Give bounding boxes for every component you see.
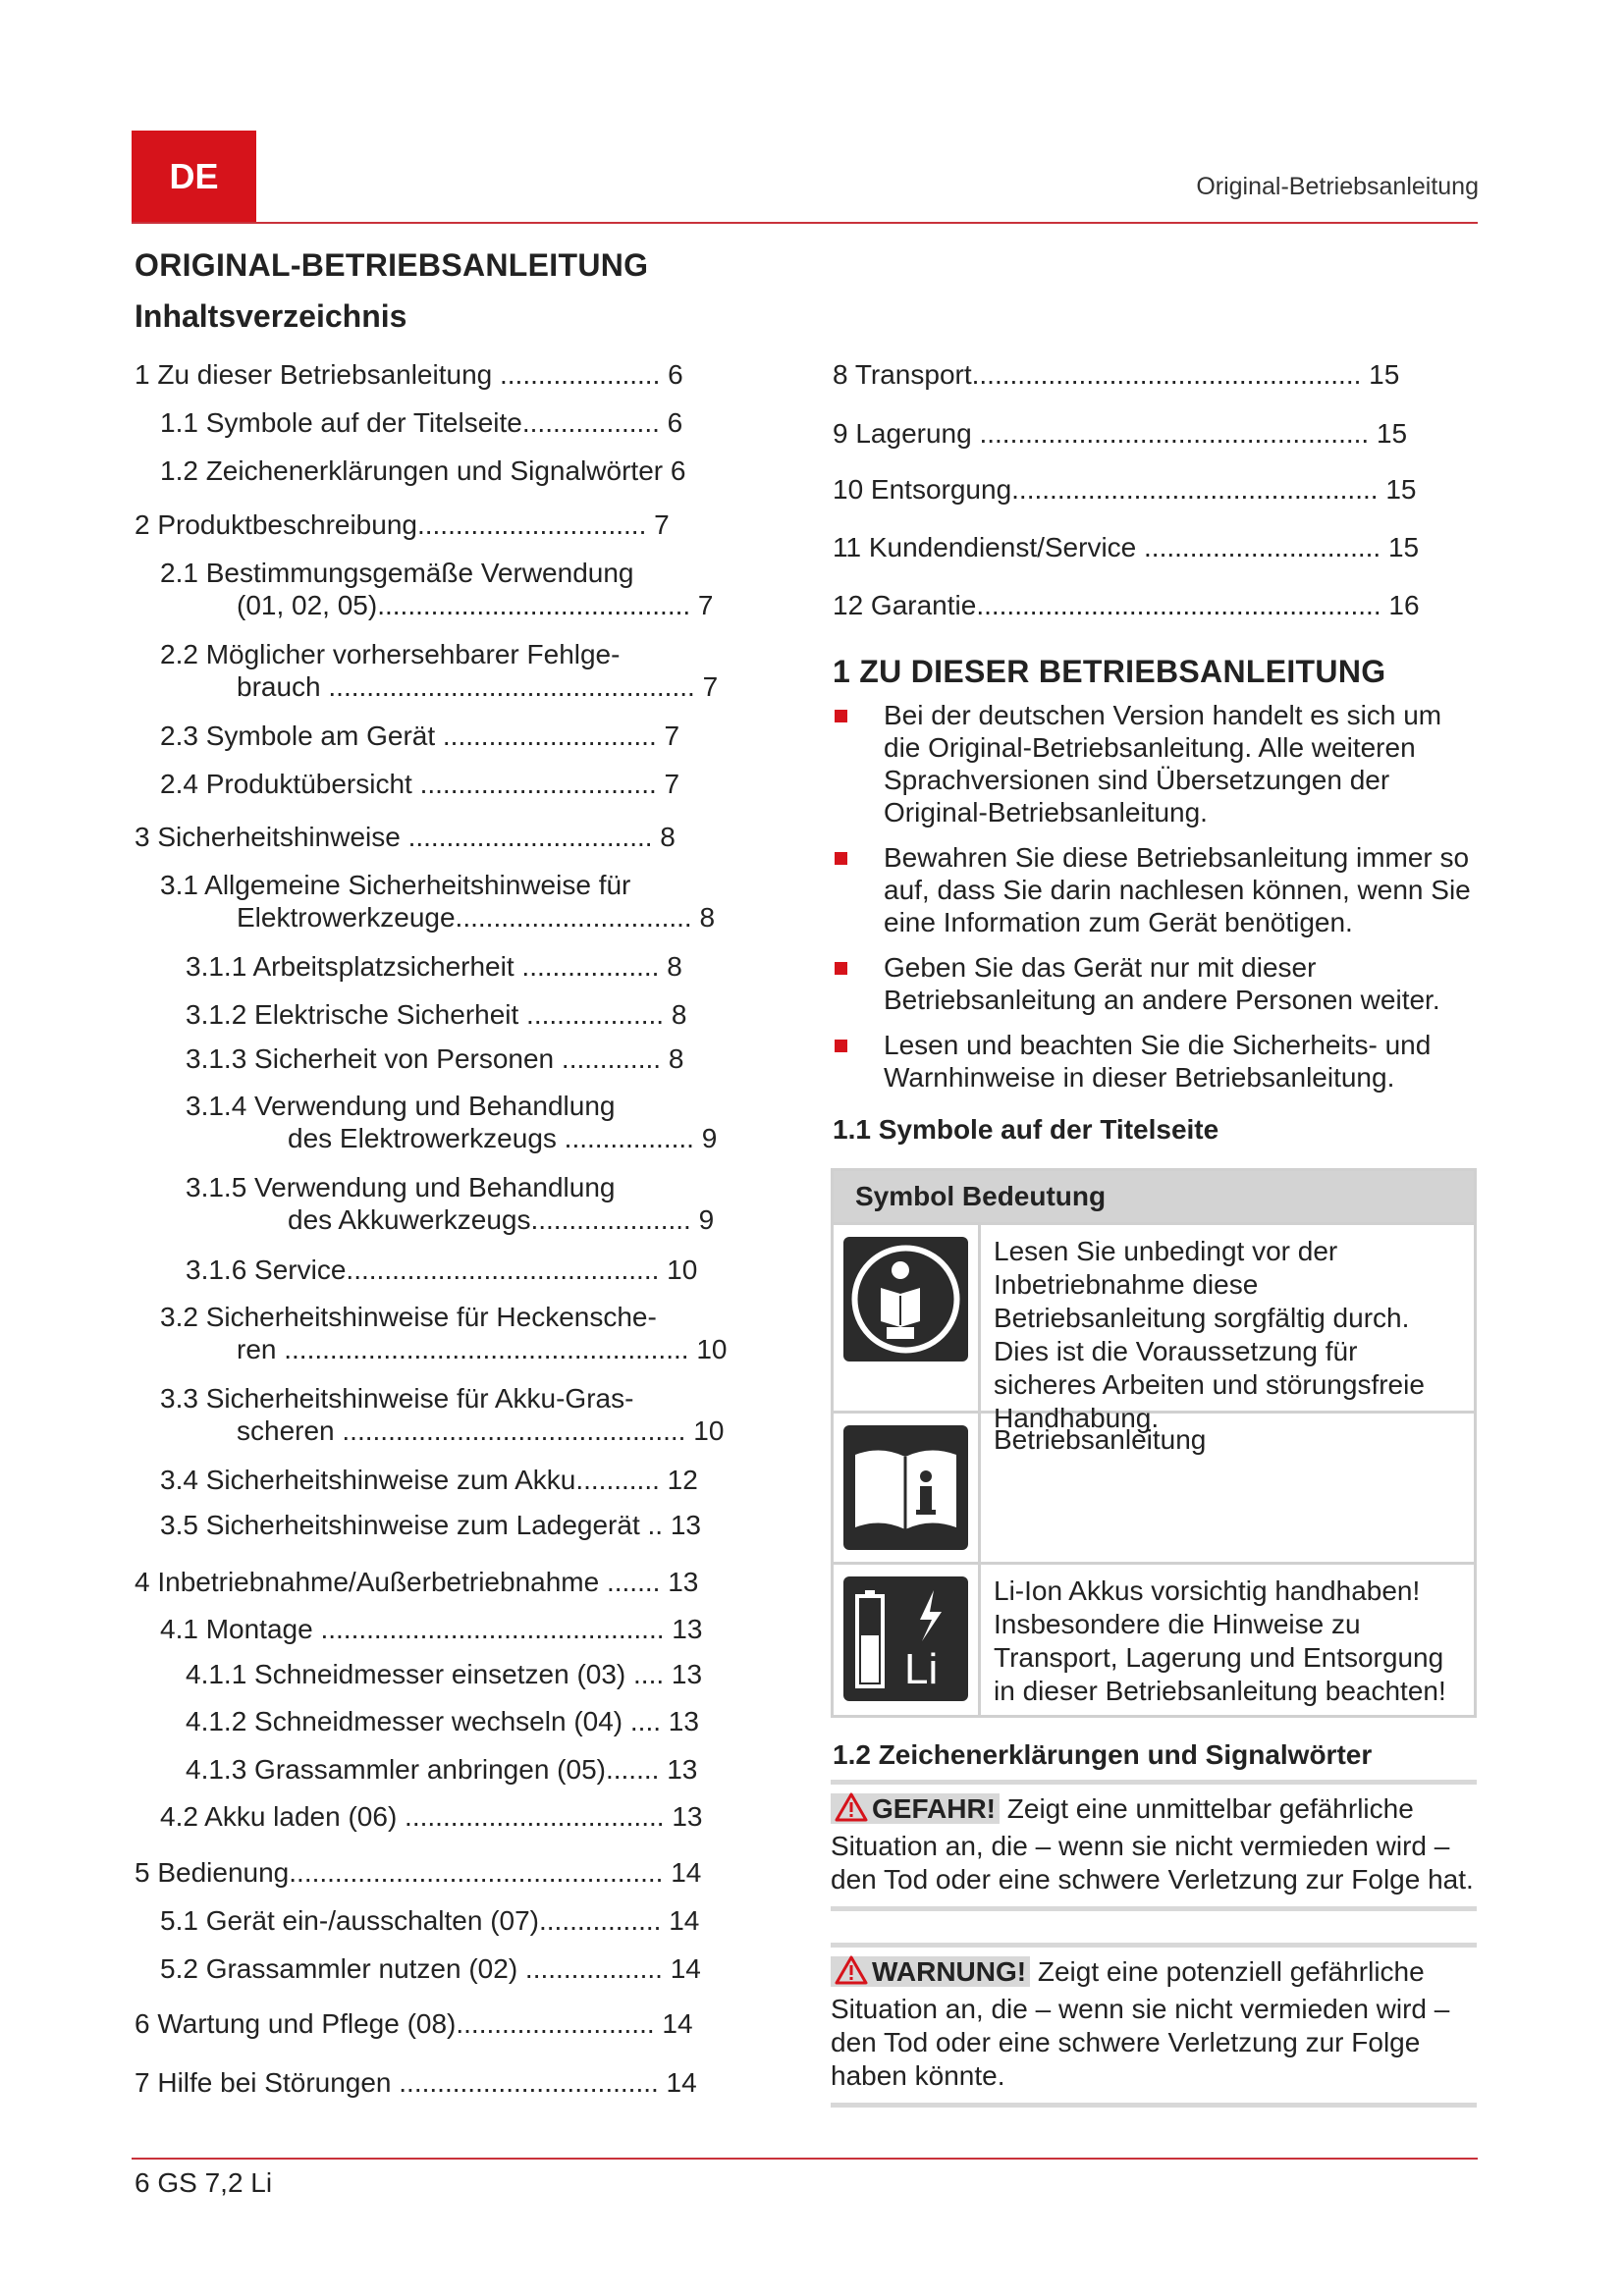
- li-label: Li: [904, 1645, 939, 1693]
- toc-entry[interactable]: 3 Sicherheitshinweise ................................ 8: [135, 822, 676, 852]
- bullet-square-icon: [835, 852, 847, 865]
- read-manual-icon: [843, 1237, 968, 1362]
- toc-entry[interactable]: 10 Entsorgung................................................ 15: [833, 474, 1417, 505]
- symbol-description: Betriebsanleitung: [994, 1424, 1207, 1455]
- table-row: [834, 1562, 1474, 1715]
- toc-entry[interactable]: 3.2 Sicherheitshinweise für Heckensche- ren ..................................................... 10: [160, 1302, 728, 1364]
- toc-entry[interactable]: 2.4 Produktübersicht ............................... 7: [160, 769, 680, 799]
- document-title: ORIGINAL-BETRIEBSANLEITUNG: [135, 247, 649, 283]
- list-item: Bei der deutschen Version handelt es sich um die Original-Betriebsanleitung. Alle weiteren Sprachversionen sind Übersetzungen der Original-Betriebsanleitung.: [833, 699, 1481, 828]
- toc-entry[interactable]: 3.3 Sicherheitshinweise für Akku-Gras- scheren ............................................. 10: [160, 1383, 725, 1446]
- list-item: Bewahren Sie diese Betriebsanleitung immer so auf, dass Sie darin nachlesen können, wenn Sie eine Information zum Gerät benötigen.: [833, 841, 1481, 938]
- toc-entry[interactable]: 5 Bedienung................................................. 14: [135, 1857, 702, 1888]
- section-heading: 1 ZU DIESER BETRIEBSANLEITUNG: [833, 654, 1386, 689]
- toc-entry[interactable]: 1.1 Symbole auf der Titelseite.................. 6: [160, 407, 683, 438]
- toc-entry[interactable]: 6 Wartung und Pflege (08).......................... 14: [135, 2008, 693, 2039]
- toc-entry[interactable]: 9 Lagerung ................................................... 15: [833, 418, 1408, 449]
- toc-entry[interactable]: 3.1.2 Elektrische Sicherheit .................. 8: [186, 999, 687, 1030]
- toc-entry[interactable]: 7 Hilfe bei Störungen .................................. 14: [135, 2067, 697, 2098]
- page-footer: 6 GS 7,2 Li: [135, 2167, 273, 2198]
- list-item: Lesen und beachten Sie die Sicherheits- und Warnhinweise in dieser Betriebsanleitung.: [833, 1029, 1481, 1094]
- list-item: Geben Sie das Gerät nur mit dieser Betriebsanleitung an andere Personen weiter.: [833, 951, 1481, 1016]
- toc-entry[interactable]: 3.1.3 Sicherheit von Personen ............. 8: [186, 1043, 684, 1074]
- toc-entry[interactable]: 2.3 Symbole am Gerät ............................ 7: [160, 721, 680, 751]
- signal-tag: GEFAHR!: [831, 1793, 1000, 1824]
- toc-entry[interactable]: 11 Kundendienst/Service ............................... 15: [833, 532, 1420, 562]
- toc-entry[interactable]: 3.1.1 Arbeitsplatzsicherheit .................. 8: [186, 951, 682, 982]
- toc-entry[interactable]: 4.1 Montage ............................................. 13: [160, 1614, 703, 1644]
- signal-text: Zeigt eine unmittelbar gefährliche Situation an, die – wenn sie nicht vermieden wird – den Tod oder eine schwere Verletzung zur Folge hat.: [831, 1793, 1474, 1895]
- subsection-heading: 1.1 Symbole auf der Titelseite: [833, 1114, 1219, 1145]
- bullet-square-icon: [835, 710, 847, 722]
- bullet-list: [833, 699, 1481, 1106]
- toc-entry[interactable]: 4.1.2 Schneidmesser wechseln (04) .... 13: [186, 1706, 699, 1736]
- toc-entry[interactable]: 3.5 Sicherheitshinweise zum Ladegerät .. 13: [160, 1510, 701, 1540]
- toc-entry[interactable]: 4.2 Akku laden (06) .................................. 13: [160, 1801, 703, 1832]
- bullet-square-icon: [835, 962, 847, 975]
- signal-text: Zeigt eine potenziell gefährliche Situation an, die – wenn sie nicht vermieden wird – den Tod oder eine schwere Verletzung zur Folge haben könnte.: [831, 1956, 1450, 2091]
- symbol-description: Lesen Sie unbedingt vor der Inbetriebnahme diese Betriebsanleitung sorgfältig durch. Dies ist die Voraussetzung für sicheres Arbeiten und störungsfreie Handhabung.: [994, 1236, 1425, 1433]
- language-badge: DE: [132, 131, 256, 223]
- table-header: Symbol Bedeutung: [834, 1171, 1474, 1222]
- signal-tag: WARNUNG!: [831, 1956, 1030, 1987]
- manual-book-icon: [843, 1425, 968, 1550]
- footer-rule: [132, 2158, 1478, 2160]
- li-ion-battery-icon: [843, 1576, 968, 1701]
- symbol-cell: [834, 1565, 981, 1715]
- toc-entry[interactable]: 1 Zu dieser Betriebsanleitung ..................... 6: [135, 359, 683, 390]
- subsection-heading: 1.2 Zeichenerklärungen und Signalwörter: [833, 1739, 1373, 1770]
- toc-entry[interactable]: 3.1.6 Service......................................... 10: [186, 1255, 698, 1285]
- signal-word-box: [831, 1943, 1477, 2108]
- toc-heading: Inhaltsverzeichnis: [135, 298, 407, 334]
- toc-entry[interactable]: 5.2 Grassammler nutzen (02) .................. 14: [160, 1953, 701, 1984]
- toc-entry[interactable]: 5.1 Gerät ein-/ausschalten (07)................ 14: [160, 1905, 700, 1936]
- warning-triangle-icon: [835, 1792, 868, 1830]
- warning-triangle-icon: [835, 1955, 868, 1993]
- toc-entry[interactable]: 3.1.5 Verwendung und Behandlung des Akkuwerkzeugs..................... 9: [186, 1172, 715, 1235]
- toc-entry[interactable]: 3.1.4 Verwendung und Behandlung des Elektrowerkzeugs ................. 9: [186, 1091, 718, 1153]
- toc-entry[interactable]: 4.1.3 Grassammler anbringen (05)....... 13: [186, 1754, 698, 1785]
- toc-entry[interactable]: 4 Inbetriebnahme/Außerbetriebnahme ....... 13: [135, 1567, 699, 1597]
- toc-entry[interactable]: 2.1 Bestimmungsgemäße Verwendung (01, 02, 05)......................................... 7: [160, 558, 714, 620]
- symbol-cell: [834, 1414, 981, 1562]
- toc-entry[interactable]: 8 Transport................................................... 15: [833, 359, 1400, 390]
- symbol-description: Li-Ion Akkus vorsichtig handhaben! Insbesondere die Hinweise zu Transport, Lagerung und Entsorgung in dieser Betriebsanleitung beachten!: [994, 1575, 1446, 1706]
- toc-entry[interactable]: 2.2 Möglicher vorhersehbarer Fehlge- brauch ................................................ 7: [160, 639, 719, 702]
- table-row: [834, 1411, 1474, 1562]
- symbol-table: [831, 1168, 1477, 1718]
- bullet-square-icon: [835, 1040, 847, 1052]
- toc-entry[interactable]: 1.2 Zeichenerklärungen und Signalwörter 6: [160, 455, 686, 486]
- toc-entry[interactable]: 4.1.1 Schneidmesser einsetzen (03) .... 13: [186, 1659, 703, 1689]
- toc-entry[interactable]: 3.1 Allgemeine Sicherheitshinweise für Elektrowerkzeuge............................... 8: [160, 870, 716, 933]
- signal-word-box: [831, 1780, 1477, 1911]
- symbol-cell: [834, 1225, 981, 1411]
- toc-entry[interactable]: 3.4 Sicherheitshinweise zum Akku........... 12: [160, 1465, 698, 1495]
- toc-entry[interactable]: 12 Garantie..................................................... 16: [833, 590, 1420, 620]
- header-title: Original-Betriebsanleitung: [1196, 173, 1479, 200]
- table-row: [834, 1222, 1474, 1433]
- header-rule: [132, 222, 1478, 224]
- toc-entry[interactable]: 2 Produktbeschreibung.............................. 7: [135, 509, 670, 540]
